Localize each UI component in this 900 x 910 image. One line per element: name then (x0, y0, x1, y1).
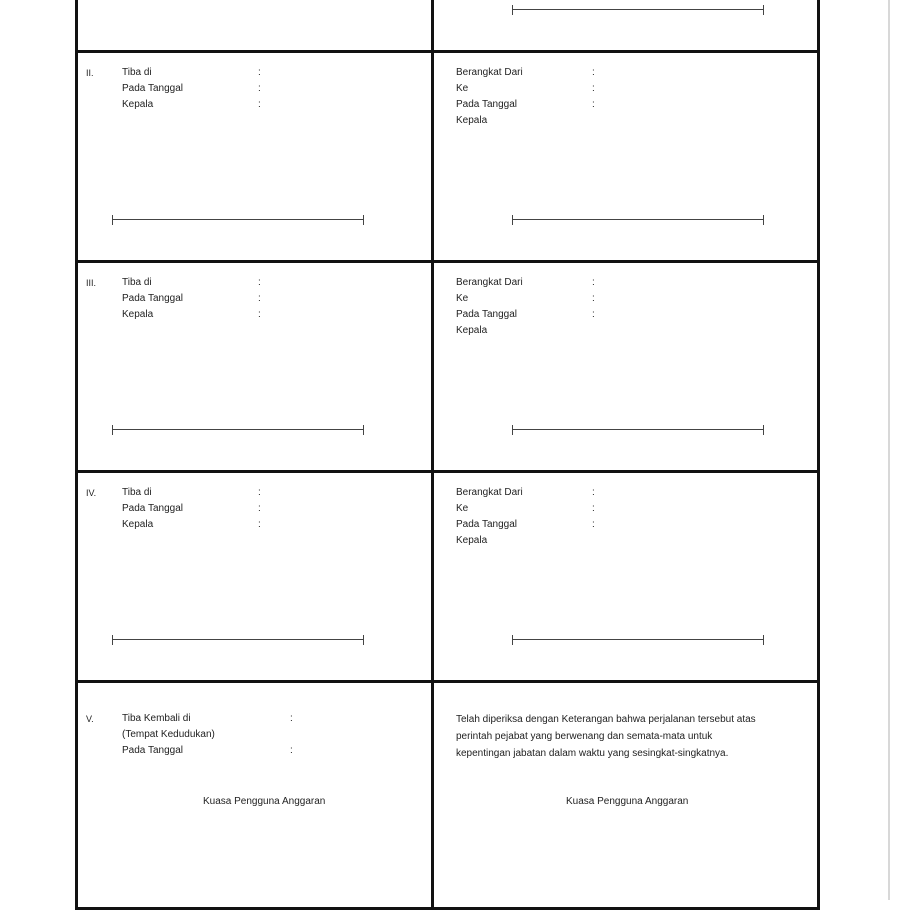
colon: : (592, 503, 595, 514)
colon: : (258, 277, 261, 288)
field-line (122, 307, 268, 323)
field-line (456, 113, 602, 129)
right-signatory-title: Kuasa Pengguna Anggaran (566, 796, 689, 807)
field-label: Kepala (122, 519, 154, 530)
travel-form-table (75, 0, 820, 910)
signature-line-row-4-left (112, 635, 364, 645)
field-label: Berangkat Dari (456, 67, 523, 78)
field-line (456, 275, 602, 291)
field-line (456, 323, 602, 339)
row-number-5: V. (86, 714, 94, 724)
field-label: Tiba di (122, 67, 152, 78)
colon (592, 113, 602, 129)
field-line (122, 727, 300, 743)
signature-line-row-3-left (112, 425, 364, 435)
field-line (456, 533, 602, 549)
verification-statement: Telah diperiksa dengan Keterangan bahwa perjalanan tersebut atas perintah pejabat yang berwenang dan semata-mata untuk kepentingan jabatan dalam waktu yang sesingkat-singkatnya. (456, 714, 756, 759)
colon: : (290, 745, 293, 756)
left-signatory-title: Kuasa Pengguna Anggaran (203, 796, 326, 807)
colon (592, 533, 602, 549)
field-label: Kepala (122, 99, 154, 110)
row-number-3: III. (86, 278, 97, 288)
colon: : (592, 277, 595, 288)
row-divider (78, 470, 817, 473)
colon: : (592, 519, 595, 530)
row-4-left-fields (122, 485, 268, 533)
field-line (456, 307, 602, 323)
colon: : (258, 99, 261, 110)
colon: : (592, 67, 595, 78)
column-divider (431, 0, 434, 907)
signature-line-top-right (512, 5, 764, 15)
row-divider (78, 50, 817, 53)
row-number-4: IV. (86, 488, 97, 498)
field-line (122, 743, 300, 759)
field-label: Kepala (122, 309, 154, 320)
colon: : (258, 519, 261, 530)
colon: : (258, 309, 261, 320)
field-line (456, 65, 602, 81)
field-label: Pada Tanggal (456, 309, 517, 320)
field-line (122, 517, 268, 533)
row-3-right-fields (456, 275, 602, 339)
field-line (456, 501, 602, 517)
colon: : (592, 99, 595, 110)
colon: : (592, 487, 595, 498)
field-label: Kepala (456, 535, 488, 546)
field-label: Kepala (456, 325, 488, 336)
row-2-left-fields (122, 65, 268, 113)
field-label: Pada Tanggal (122, 293, 183, 304)
field-label: Berangkat Dari (456, 277, 523, 288)
colon (290, 727, 300, 743)
field-label: Pada Tanggal (122, 83, 183, 94)
colon: : (258, 83, 261, 94)
field-line (456, 517, 602, 533)
row-2-right-fields (456, 65, 602, 129)
field-label: Ke (456, 503, 469, 514)
field-label: Ke (456, 83, 469, 94)
colon: : (592, 309, 595, 320)
field-line (122, 501, 268, 517)
field-line (122, 485, 268, 501)
field-line (456, 291, 602, 307)
colon: : (258, 67, 261, 78)
colon: : (290, 713, 293, 724)
colon: : (592, 293, 595, 304)
signature-line-row-3-right (512, 425, 764, 435)
field-line (456, 81, 602, 97)
field-label: Kepala (456, 115, 488, 126)
field-line (122, 711, 300, 727)
field-label: Pada Tanggal (122, 745, 183, 756)
row-5-left-fields (122, 711, 300, 759)
colon: : (258, 503, 261, 514)
field-label: Ke (456, 293, 469, 304)
row-number-2: II. (86, 68, 94, 78)
field-label: Pada Tanggal (456, 519, 517, 530)
field-line (122, 81, 268, 97)
field-label: Tiba Kembali di (122, 713, 191, 724)
field-label: Tiba di (122, 277, 152, 288)
signature-line-row-4-right (512, 635, 764, 645)
colon: : (258, 293, 261, 304)
field-label: Tiba di (122, 487, 152, 498)
field-line (122, 97, 268, 113)
signature-line-row-2-right (512, 215, 764, 225)
field-line (122, 65, 268, 81)
field-label: Pada Tanggal (122, 503, 183, 514)
row-divider (78, 260, 817, 263)
field-line (122, 291, 268, 307)
field-line (456, 97, 602, 113)
row-4-right-fields (456, 485, 602, 549)
field-line (456, 485, 602, 501)
row-3-left-fields (122, 275, 268, 323)
page-edge (888, 0, 890, 900)
field-label: (Tempat Kedudukan) (122, 729, 215, 740)
colon (592, 323, 602, 339)
colon: : (592, 83, 595, 94)
field-label: Berangkat Dari (456, 487, 523, 498)
row-divider (78, 680, 817, 683)
colon: : (258, 487, 261, 498)
field-line (122, 275, 268, 291)
field-label: Pada Tanggal (456, 99, 517, 110)
signature-line-row-2-left (112, 215, 364, 225)
